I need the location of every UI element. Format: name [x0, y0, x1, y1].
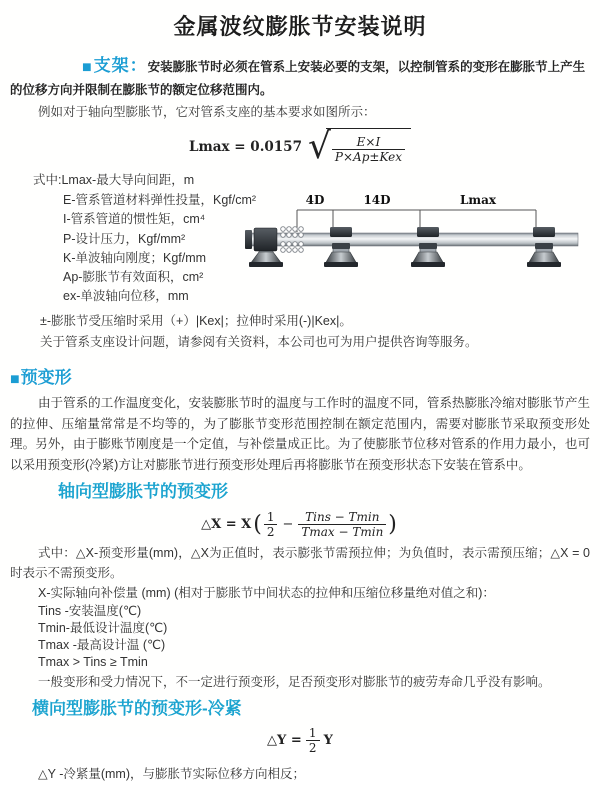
predeform-section-heading [10, 367, 590, 391]
definition-item: E-管系管道材料弹性投量，Kgf/cm² [63, 193, 257, 207]
pipe-support-diagram [240, 188, 600, 288]
support-example-line: 例如对于轴向型膨胀节，它对管系支座的基本要求如图所示： [38, 105, 376, 119]
support-heading-label: 支架： [93, 56, 148, 75]
temperature-numerator: Tins − Tmin [305, 510, 380, 524]
predeform-paragraph: 由于管系的工作温度变化，安装膨胀节时的温度与工作时的温度不同，管系热膨胀冷缩对膨胀节产生的拉伸、压缩量常常是不均等的，为了膨胀节变形范围控制在额定范围内，需要对膨胀节采取预变形处理。另外，由于膨账节刚度是一个定值，与补偿量成正比。为了使膨胀节位移对管系的作用力最小，也可以采用预变形(冷紧)方让对膨胀节进行预变形处理后再将膨胀节在预变形状态下安装在管系中。 [10, 396, 590, 472]
close-paren: ) [388, 511, 397, 537]
temp-definition: Tmin-最低设计温度(℃) [38, 621, 168, 635]
lmax-fraction-denominator: P×Ap±Kex [332, 149, 405, 164]
temperature-fraction [298, 510, 386, 539]
temp-definition: Tmax -最高设计温 (℃) [38, 638, 166, 652]
axial-formula [10, 510, 590, 539]
lateral-note: △Y -冷紧量(mm)，与膨胀节实际位移方向相反； [38, 767, 306, 781]
lateral-fraction [306, 726, 320, 755]
lateral-subsection-heading: 横向型膨胀节的预变形-冷紧 [32, 699, 242, 718]
support-intro-text: 安装膨胀节时必须在管系上安装必要的支架，以控制管系的变形在膨胀节上产生的位移方向并限制在膨胀节的额定位移范围内。 [10, 60, 586, 97]
sqrt-symbol: √ [307, 126, 331, 167]
section-marker-icon: ■ [82, 59, 93, 76]
half-fraction [264, 510, 278, 539]
temp-definition: Tmax > Tins ≥ Tmin [38, 655, 148, 669]
half-denominator: 2 [264, 524, 278, 539]
axial-note-main: 式中：△X-预变形量(mm)，△X为正值时，表示膨张节需预拉伸；为负值时，表示需预压缩；△X = 0时表示不需预变形。 [10, 546, 590, 580]
temperature-denominator: Tmax − Tmin [298, 524, 386, 539]
minus-sign: − [282, 517, 294, 532]
lmax-formula [10, 126, 590, 168]
dimension-label-14d: 14D [363, 193, 391, 207]
temperature-definitions [10, 603, 590, 671]
definition-item: Ap-膨胀节有效面积，cm² [63, 270, 204, 285]
pipe-end-cap [245, 230, 252, 249]
axial-note-x: X-实际轴向补偿量 (mm) (相对于膨胀节中间状态的拉伸和压缩位移量绝对值之和)： [38, 586, 495, 600]
lmax-fraction [332, 135, 405, 164]
anchor-block [254, 228, 277, 251]
plusminus-note: ±-膨胀节受压缩时采用（+）|Kex|；拉伸时采用(-)|Kex|。 [40, 314, 352, 328]
formula-where-line: 式中:Lmax-最大导向间距，m [33, 173, 195, 187]
lmax-formula-lhs: Lmax = 0.0157 [189, 138, 302, 155]
lateral-numerator: 1 [308, 726, 317, 740]
axial-subsection-heading: 轴向型膨胀节的预变形 [58, 482, 228, 501]
lmax-fraction-numerator: E×I [356, 135, 381, 149]
lateral-formula-rhs: Y [323, 733, 333, 748]
predeform-heading-label: 预变形 [20, 368, 72, 387]
axial-formula-lhs: △X = X [201, 517, 252, 532]
half-numerator: 1 [266, 510, 275, 524]
definition-item: K-单波轴向刚度；Kgf/mm [63, 250, 207, 265]
definition-item: I-管系管道的惯性矩，cm⁴ [63, 212, 206, 227]
page-title: 金属波纹膨胀节安装说明 [173, 14, 427, 39]
support-closing-note: 关于管系支座设计问题，请参阅有关资料，本公司也可为用户提供咨询等服务。 [40, 335, 478, 349]
sqrt-expression [308, 128, 411, 166]
definition-item: ex-单波轴向位移，mm [63, 289, 189, 304]
support-section-heading [82, 56, 148, 75]
lateral-formula [10, 726, 590, 755]
definition-item: P-设计压力，Kgf/mm² [63, 231, 186, 246]
axial-general-note: 一般变形和受力情况下，不一定进行预变形，足否预变形对膨胀节的疲劳寿命几乎没有影响。 [38, 675, 551, 689]
temp-definition: Tins -安装温度(℃) [38, 604, 142, 618]
support-intro-paragraph [10, 55, 590, 101]
lateral-denominator: 2 [306, 740, 320, 755]
dimension-label-4d: 4D [305, 193, 325, 207]
open-paren: ( [253, 511, 262, 537]
dimension-label-lmax: Lmax [459, 193, 497, 207]
lateral-formula-lhs: △Y = [267, 733, 302, 748]
sqrt-radicand [326, 128, 411, 164]
section-marker-icon: ■ [10, 371, 20, 388]
